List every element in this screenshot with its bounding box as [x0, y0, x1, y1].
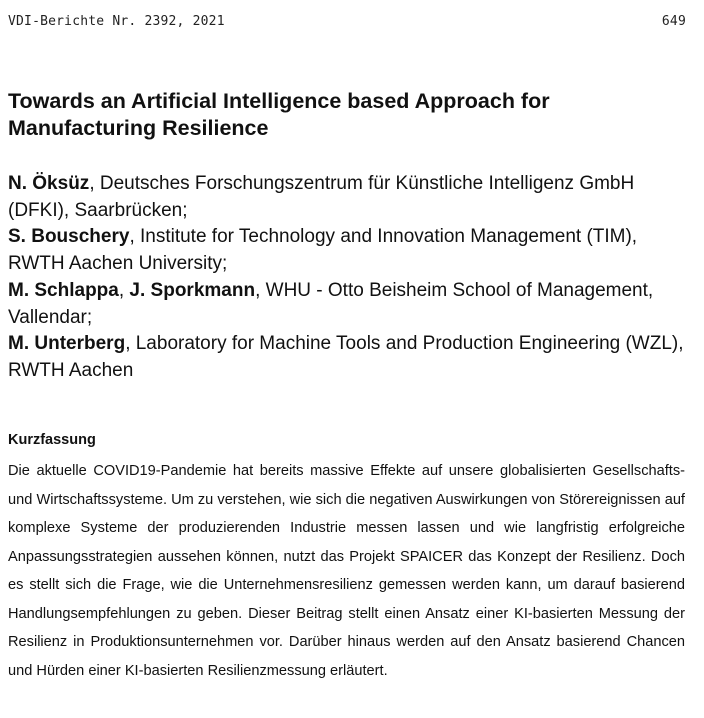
author-name: J. Sporkmann	[129, 279, 256, 301]
author-affiliation: , Institute for Technology and Innovation Management (TIM), RWTH Aachen University;	[8, 226, 638, 275]
author-list	[8, 171, 698, 385]
page-number: 649	[661, 14, 686, 29]
author-affiliation: , WHU - Otto Beisheim School of Management, Vallendar;	[8, 279, 654, 328]
publication-info: VDI-Berichte Nr. 2392, 2021	[8, 14, 225, 29]
author-separator: ,	[118, 279, 130, 301]
author-name: M. Schlappa	[8, 279, 119, 301]
abstract-body: Die aktuelle COVID19-Pandemie hat bereits massive Effekte auf unsere globalisierten Gesellschafts- und Wirtschaftssysteme. Um zu verstehen, wie sich die negativen Auswirkungen von Störereignissen auf komplexe Systeme der produzierenden Industrie messen lassen und wie langfristig erfolgreiche Anpassungsstrategien aussehen können, nutzt das Projekt SPAICER das Konzept der Resilienz. Doch es stellt sich die Frage, wie die Unternehmensresilienz gemessen werden kann, um darauf basierend Handlungsempfehlungen zu geben. Dieser Beitrag stellt einen Ansatz einer KI-basierten Messung der Resilienz in Produktionsunternehmen vor. Darüber hinaus werden auf den Ansatz basierend Chancen und Hürden einer KI-basierten Resilienzmessung erläutert.	[8, 463, 685, 679]
author-name: M. Unterberg	[8, 333, 126, 355]
author-name: S. Bouschery	[8, 226, 130, 248]
author-entry	[8, 171, 698, 224]
author-name: N. Öksüz	[8, 173, 90, 194]
author-entry	[8, 278, 698, 331]
paper-title: Towards an Artificial Intelligence based Approach for Manufacturing Resilience	[8, 89, 550, 140]
author-affiliation: , Laboratory for Machine Tools and Production Engineering (WZL), RWTH Aachen	[8, 333, 684, 381]
author-entry	[8, 331, 698, 384]
author-affiliation: , Deutsches Forschungszentrum für Künstliche Intelligenz GmbH (DFKI), Saarbrücken;	[8, 173, 635, 221]
abstract-heading: Kurzfassung	[8, 432, 96, 448]
running-header	[8, 14, 686, 29]
author-entry	[8, 224, 698, 277]
